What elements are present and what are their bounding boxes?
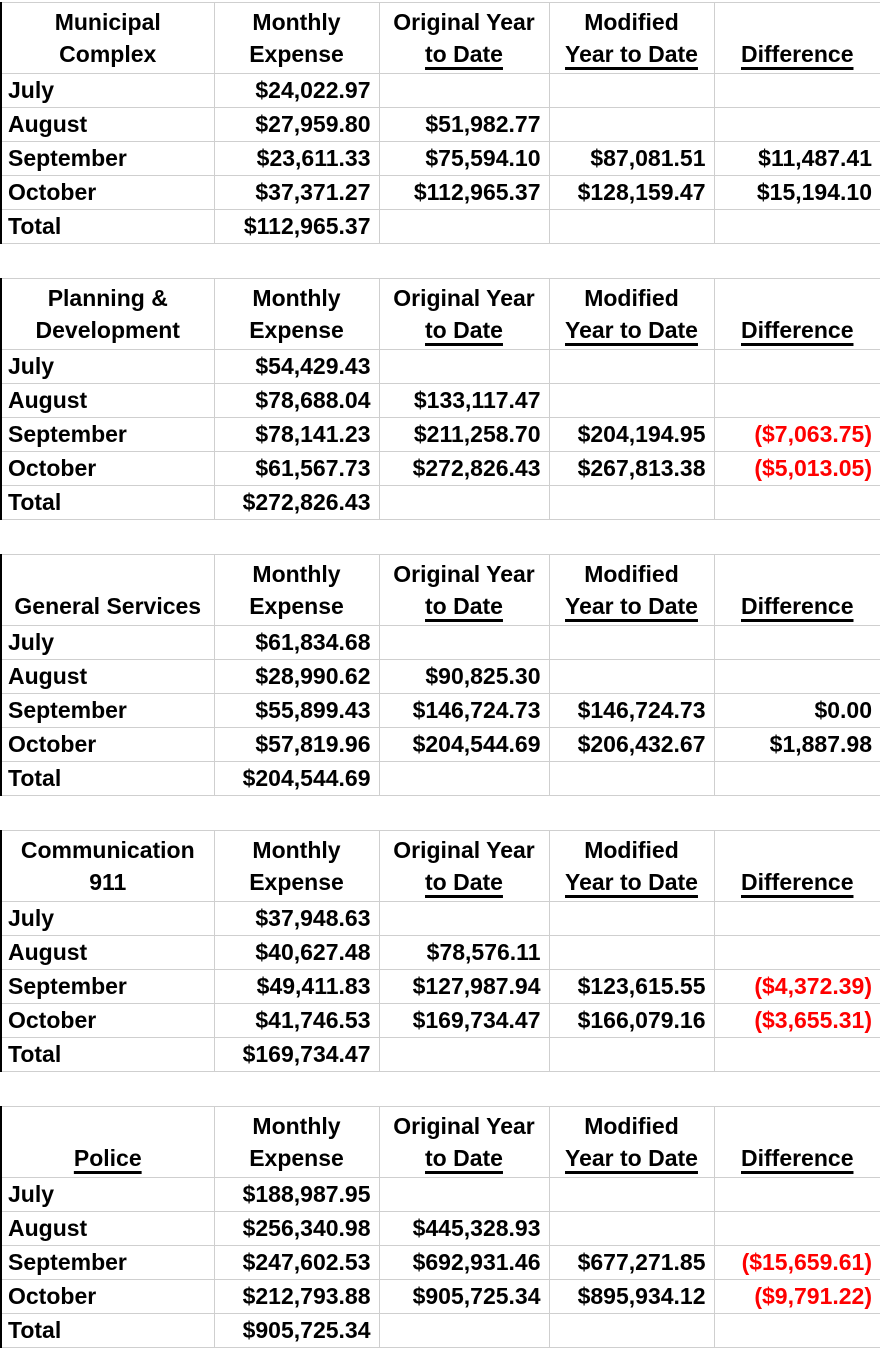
row-label: September [1,142,214,176]
modified-ytd-cell [549,626,714,660]
table-title-line2: General Services [2,590,214,622]
col-header-modified-line2: Year to Date [550,866,714,898]
col-header-difference [714,3,880,74]
table-title [1,3,214,74]
modified-ytd-cell [549,384,714,418]
table-title-line2: Development [2,314,214,346]
original-ytd-cell: $204,544.69 [379,728,549,762]
col-header-monthly-line1: Monthly [215,282,379,314]
modified-ytd-cell [549,1212,714,1246]
difference-cell [714,762,880,796]
col-header-original-line1: Original Year [380,558,549,590]
col-header-difference [714,831,880,902]
col-header-modified-line1: Modified [550,834,714,866]
col-header-original-line1: Original Year [380,834,549,866]
difference-cell: ($5,013.05) [714,452,880,486]
difference-cell: $0.00 [714,694,880,728]
difference-cell: $1,887.98 [714,728,880,762]
difference-cell [714,902,880,936]
col-header-modified-line1: Modified [550,558,714,590]
difference-cell [714,1212,880,1246]
difference-cell [714,660,880,694]
monthly-expense-cell: $40,627.48 [214,936,379,970]
col-header-difference-spacer [715,834,880,866]
col-header-original-line1: Original Year [380,282,549,314]
original-ytd-cell: $75,594.10 [379,142,549,176]
difference-cell: ($15,659.61) [714,1246,880,1280]
header-row [1,831,880,902]
row-label: August [1,660,214,694]
modified-ytd-cell: $146,724.73 [549,694,714,728]
col-header-difference-label: Difference [715,1142,880,1174]
col-header-difference-label: Difference [715,314,880,346]
col-header-monthly-line1: Monthly [215,6,379,38]
original-ytd-cell: $692,931.46 [379,1246,549,1280]
row-label: July [1,350,214,384]
monthly-expense-cell: $49,411.83 [214,970,379,1004]
modified-ytd-cell [549,936,714,970]
difference-cell [714,384,880,418]
difference-cell [714,210,880,244]
col-header-monthly-expense [214,3,379,74]
table-row-september [1,970,880,1004]
table-title-line1 [2,1110,214,1142]
table-row-october [1,728,880,762]
row-label: August [1,384,214,418]
monthly-expense-cell: $256,340.98 [214,1212,379,1246]
row-label: July [1,626,214,660]
col-header-modified-ytd [549,1107,714,1178]
col-header-difference [714,1107,880,1178]
table-title [1,279,214,350]
col-header-modified-ytd [549,831,714,902]
table-title-line2: 911 [2,866,214,898]
col-header-original-ytd [379,3,549,74]
col-header-original-line1: Original Year [380,6,549,38]
row-label: September [1,418,214,452]
monthly-expense-cell: $37,371.27 [214,176,379,210]
original-ytd-cell [379,1178,549,1212]
monthly-expense-cell: $272,826.43 [214,486,379,520]
modified-ytd-cell [549,350,714,384]
table-title-line1: Planning & [2,282,214,314]
col-header-difference-spacer [715,6,880,38]
original-ytd-cell: $905,725.34 [379,1280,549,1314]
col-header-original-line2: to Date [380,314,549,346]
col-header-modified-line2: Year to Date [550,314,714,346]
col-header-difference-spacer [715,1110,880,1142]
table-row-august [1,108,880,142]
modified-ytd-cell [549,902,714,936]
monthly-expense-cell: $204,544.69 [214,762,379,796]
col-header-monthly-expense [214,279,379,350]
table-row-total [1,486,880,520]
header-row [1,279,880,350]
col-header-monthly-line1: Monthly [215,558,379,590]
row-label: Total [1,762,214,796]
difference-cell [714,1178,880,1212]
monthly-expense-cell: $57,819.96 [214,728,379,762]
modified-ytd-cell [549,762,714,796]
col-header-modified-ytd [549,279,714,350]
original-ytd-cell: $51,982.77 [379,108,549,142]
monthly-expense-cell: $28,990.62 [214,660,379,694]
difference-cell: ($9,791.22) [714,1280,880,1314]
table-row-july [1,74,880,108]
difference-cell [714,486,880,520]
table-row-total [1,210,880,244]
col-header-original-ytd [379,831,549,902]
modified-ytd-cell [549,1314,714,1348]
difference-cell: $15,194.10 [714,176,880,210]
modified-ytd-cell [549,1178,714,1212]
col-header-original-ytd [379,1107,549,1178]
table-row-september [1,142,880,176]
col-header-original-line2: to Date [380,590,549,622]
col-header-original-line2: to Date [380,38,549,70]
original-ytd-cell: $112,965.37 [379,176,549,210]
col-header-original-line2: to Date [380,866,549,898]
difference-cell [714,350,880,384]
original-ytd-cell [379,350,549,384]
expense-table [0,1106,880,1348]
table-row-august [1,660,880,694]
col-header-difference-label: Difference [715,590,880,622]
modified-ytd-cell [549,660,714,694]
expense-table [0,2,880,244]
modified-ytd-cell: $206,432.67 [549,728,714,762]
modified-ytd-cell: $128,159.47 [549,176,714,210]
row-label: September [1,694,214,728]
row-label: Total [1,1038,214,1072]
col-header-modified-ytd [549,3,714,74]
col-header-modified-line1: Modified [550,1110,714,1142]
original-ytd-cell [379,1038,549,1072]
table-row-total [1,1038,880,1072]
table-title-line2: Complex [2,38,214,70]
difference-cell [714,936,880,970]
original-ytd-cell: $78,576.11 [379,936,549,970]
header-row [1,555,880,626]
table-row-august [1,384,880,418]
row-label: Total [1,486,214,520]
original-ytd-cell: $146,724.73 [379,694,549,728]
modified-ytd-cell [549,1038,714,1072]
table-row-october [1,1004,880,1038]
modified-ytd-cell: $677,271.85 [549,1246,714,1280]
header-row [1,3,880,74]
table-row-october [1,452,880,486]
modified-ytd-cell [549,486,714,520]
col-header-original-line1: Original Year [380,1110,549,1142]
modified-ytd-cell: $204,194.95 [549,418,714,452]
row-label: July [1,1178,214,1212]
col-header-modified-line2: Year to Date [550,38,714,70]
row-label: Total [1,210,214,244]
modified-ytd-cell [549,210,714,244]
table-row-july [1,1178,880,1212]
row-label: July [1,74,214,108]
col-header-difference [714,555,880,626]
table-row-august [1,1212,880,1246]
col-header-difference-spacer [715,558,880,590]
monthly-expense-cell: $905,725.34 [214,1314,379,1348]
original-ytd-cell: $445,328.93 [379,1212,549,1246]
monthly-expense-cell: $24,022.97 [214,74,379,108]
modified-ytd-cell: $267,813.38 [549,452,714,486]
monthly-expense-cell: $78,141.23 [214,418,379,452]
monthly-expense-cell: $54,429.43 [214,350,379,384]
original-ytd-cell: $272,826.43 [379,452,549,486]
original-ytd-cell [379,902,549,936]
table-title [1,1107,214,1178]
expense-table [0,278,880,520]
difference-cell: ($4,372.39) [714,970,880,1004]
modified-ytd-cell: $87,081.51 [549,142,714,176]
col-header-modified-line2: Year to Date [550,1142,714,1174]
col-header-monthly-line2: Expense [215,314,379,346]
col-header-original-ytd [379,555,549,626]
original-ytd-cell: $169,734.47 [379,1004,549,1038]
table-row-july [1,626,880,660]
monthly-expense-cell: $37,948.63 [214,902,379,936]
monthly-expense-cell: $212,793.88 [214,1280,379,1314]
row-label: October [1,1280,214,1314]
table-row-july [1,902,880,936]
monthly-expense-cell: $78,688.04 [214,384,379,418]
row-label: October [1,728,214,762]
difference-cell [714,626,880,660]
table-row-august [1,936,880,970]
table-row-july [1,350,880,384]
difference-cell [714,74,880,108]
col-header-modified-line1: Modified [550,6,714,38]
monthly-expense-cell: $247,602.53 [214,1246,379,1280]
row-label: August [1,936,214,970]
row-label: October [1,452,214,486]
row-label: Total [1,1314,214,1348]
table-row-october [1,1280,880,1314]
table-row-september [1,418,880,452]
table-title [1,831,214,902]
col-header-monthly-line2: Expense [215,590,379,622]
monthly-expense-cell: $41,746.53 [214,1004,379,1038]
table-row-september [1,1246,880,1280]
original-ytd-cell [379,486,549,520]
row-label: August [1,1212,214,1246]
col-header-difference [714,279,880,350]
header-row [1,1107,880,1178]
modified-ytd-cell: $895,934.12 [549,1280,714,1314]
difference-cell [714,1314,880,1348]
table-row-total [1,1314,880,1348]
table-row-october [1,176,880,210]
col-header-monthly-line2: Expense [215,866,379,898]
col-header-original-line2: to Date [380,1142,549,1174]
original-ytd-cell: $90,825.30 [379,660,549,694]
monthly-expense-cell: $61,834.68 [214,626,379,660]
row-label: October [1,176,214,210]
col-header-monthly-line1: Monthly [215,834,379,866]
col-header-difference-label: Difference [715,38,880,70]
modified-ytd-cell: $166,079.16 [549,1004,714,1038]
col-header-monthly-expense [214,555,379,626]
table-title-line1 [2,558,214,590]
original-ytd-cell: $127,987.94 [379,970,549,1004]
original-ytd-cell [379,74,549,108]
expense-report [0,2,880,1348]
col-header-modified-line1: Modified [550,282,714,314]
modified-ytd-cell: $123,615.55 [549,970,714,1004]
monthly-expense-cell: $23,611.33 [214,142,379,176]
original-ytd-cell [379,762,549,796]
monthly-expense-cell: $61,567.73 [214,452,379,486]
table-title-line1: Municipal [2,6,214,38]
modified-ytd-cell [549,74,714,108]
table-row-september [1,694,880,728]
modified-ytd-cell [549,108,714,142]
difference-cell: ($3,655.31) [714,1004,880,1038]
col-header-monthly-line2: Expense [215,38,379,70]
original-ytd-cell [379,210,549,244]
col-header-difference-spacer [715,282,880,314]
monthly-expense-cell: $112,965.37 [214,210,379,244]
col-header-original-ytd [379,279,549,350]
monthly-expense-cell: $55,899.43 [214,694,379,728]
original-ytd-cell [379,1314,549,1348]
table-title-line1: Communication [2,834,214,866]
row-label: September [1,1246,214,1280]
monthly-expense-cell: $27,959.80 [214,108,379,142]
col-header-modified-line2: Year to Date [550,590,714,622]
difference-cell [714,108,880,142]
difference-cell: $11,487.41 [714,142,880,176]
table-title [1,555,214,626]
col-header-monthly-expense [214,1107,379,1178]
original-ytd-cell [379,626,549,660]
difference-cell [714,1038,880,1072]
row-label: October [1,1004,214,1038]
original-ytd-cell: $211,258.70 [379,418,549,452]
table-title-line2: Police [2,1142,214,1174]
row-label: July [1,902,214,936]
col-header-difference-label: Difference [715,866,880,898]
original-ytd-cell: $133,117.47 [379,384,549,418]
row-label: August [1,108,214,142]
table-row-total [1,762,880,796]
col-header-monthly-expense [214,831,379,902]
col-header-monthly-line1: Monthly [215,1110,379,1142]
expense-table [0,554,880,796]
monthly-expense-cell: $188,987.95 [214,1178,379,1212]
difference-cell: ($7,063.75) [714,418,880,452]
expense-table [0,830,880,1072]
col-header-monthly-line2: Expense [215,1142,379,1174]
monthly-expense-cell: $169,734.47 [214,1038,379,1072]
row-label: September [1,970,214,1004]
col-header-modified-ytd [549,555,714,626]
